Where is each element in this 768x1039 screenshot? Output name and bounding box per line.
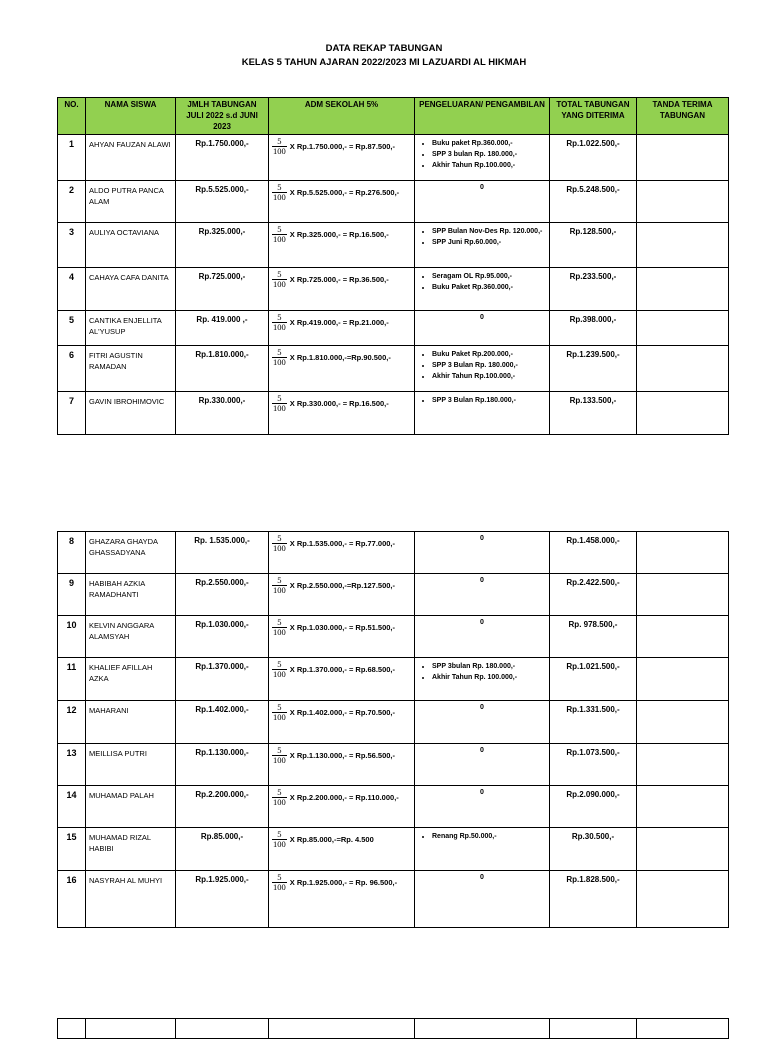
- fraction-5-percent: [272, 348, 287, 367]
- table-row: [58, 658, 729, 701]
- fraction-5-percent: [272, 746, 287, 765]
- row-number: 9: [58, 574, 86, 616]
- table-cell: [415, 1019, 550, 1039]
- fraction-denominator: 100: [273, 669, 286, 679]
- table-row: [58, 532, 729, 574]
- fraction-denominator: 100: [273, 192, 286, 202]
- savings-amount: Rp. 1.535.000,-: [176, 532, 269, 574]
- admin-fee-formula: X Rp.5.525.000,- = Rp.276.500,-: [289, 188, 400, 197]
- table-row: [58, 871, 729, 928]
- fraction-5-percent: [272, 873, 287, 892]
- row-number: 3: [58, 223, 86, 268]
- withdrawal-cell: [415, 786, 550, 828]
- withdrawal-item: • Akhir Tahun Rp.100.000,-: [432, 160, 546, 171]
- signature-cell: [637, 346, 729, 392]
- fraction-numerator: 5: [277, 787, 282, 797]
- table-cell: [58, 1019, 86, 1039]
- admin-fee-formula: X Rp.1.810.000,-=Rp.90.500,-: [289, 353, 391, 362]
- row-number: 8: [58, 532, 86, 574]
- withdrawal-item: • SPP 3 Bulan Rp. 180.000,-: [432, 360, 546, 371]
- total-received: Rp.1.073.500,-: [550, 744, 637, 786]
- savings-amount: Rp.1.130.000,-: [176, 744, 269, 786]
- withdrawal-cell: [415, 744, 550, 786]
- signature-cell: [637, 135, 729, 181]
- signature-cell: [637, 532, 729, 574]
- total-received: Rp.1.828.500,-: [550, 871, 637, 928]
- admin-fee-cell: [269, 268, 415, 311]
- title-line-2: KELAS 5 TAHUN AJARAN 2022/2023 MI LAZUARDI AL HIKMAH: [241, 57, 527, 68]
- row-number: 16: [58, 871, 86, 928]
- admin-fee-cell: [269, 346, 415, 392]
- student-name: FITRI AGUSTIN RAMADAN: [86, 346, 176, 392]
- row-number: 2: [58, 181, 86, 223]
- fraction-5-percent: [272, 788, 287, 807]
- withdrawal-list: [418, 831, 546, 842]
- fraction-5-percent: [272, 534, 287, 553]
- withdrawal-list: [418, 138, 546, 171]
- withdrawal-cell: [415, 574, 550, 616]
- fraction-5-percent: [272, 660, 287, 679]
- fraction-5-percent: [272, 270, 287, 289]
- savings-amount: Rp.330.000,-: [176, 392, 269, 435]
- withdrawal-cell: [415, 311, 550, 346]
- table-body-1: [58, 135, 729, 435]
- withdrawal-none: 0: [480, 314, 484, 321]
- admin-fee-cell: [269, 135, 415, 181]
- document-title: [0, 42, 768, 70]
- table-cell: [269, 1019, 415, 1039]
- row-number: 6: [58, 346, 86, 392]
- student-name: MAHARANI: [86, 701, 176, 744]
- title-line-1: DATA REKAP TABUNGAN: [325, 43, 443, 54]
- withdrawal-list: [418, 395, 546, 406]
- fraction-numerator: 5: [277, 312, 282, 322]
- withdrawal-item: • Buku Paket Rp.360.000,-: [432, 282, 546, 293]
- fraction-numerator: 5: [277, 745, 282, 755]
- withdrawal-none: 0: [480, 747, 484, 754]
- savings-amount: Rp.5.525.000,-: [176, 181, 269, 223]
- signature-cell: [637, 616, 729, 658]
- total-received: Rp.2.090.000,-: [550, 786, 637, 828]
- withdrawal-none: 0: [480, 184, 484, 191]
- header-tanda: TANDA TERIMA TABUNGAN: [637, 98, 729, 135]
- savings-amount: Rp.1.370.000,-: [176, 658, 269, 701]
- withdrawal-item: • Akhir Tahun Rp.100.000,-: [432, 371, 546, 382]
- signature-cell: [637, 574, 729, 616]
- fraction-5-percent: [272, 830, 287, 849]
- table-cell: [637, 1019, 729, 1039]
- fraction-denominator: 100: [273, 146, 286, 156]
- fraction-denominator: 100: [273, 797, 286, 807]
- table-row: [58, 744, 729, 786]
- admin-fee-cell: [269, 744, 415, 786]
- row-number: 5: [58, 311, 86, 346]
- student-name: MUHAMAD RIZAL HABIBI: [86, 828, 176, 871]
- savings-amount: Rp.325.000,-: [176, 223, 269, 268]
- row-number: 14: [58, 786, 86, 828]
- table-row: [58, 701, 729, 744]
- total-received: Rp.128.500,-: [550, 223, 637, 268]
- savings-amount: Rp.85.000,-: [176, 828, 269, 871]
- admin-fee-formula: X Rp.325.000,- = Rp.16.500,-: [289, 230, 389, 239]
- table-cell: [550, 1019, 637, 1039]
- student-name: KHALIEF AFILLAH AZKA: [86, 658, 176, 701]
- admin-fee-cell: [269, 658, 415, 701]
- fraction-denominator: 100: [273, 755, 286, 765]
- admin-fee-cell: [269, 574, 415, 616]
- withdrawal-cell: [415, 181, 550, 223]
- withdrawal-none: 0: [480, 577, 484, 584]
- fraction-denominator: 100: [273, 322, 286, 332]
- total-received: Rp.2.422.500,-: [550, 574, 637, 616]
- table-row: [58, 786, 729, 828]
- withdrawal-list: [418, 661, 546, 683]
- header-nama: NAMA SISWA: [86, 98, 176, 135]
- admin-fee-formula: X Rp.1.130.000,- = Rp.56.500,-: [289, 751, 396, 760]
- withdrawal-item: • SPP Bulan Nov-Des Rp. 120.000,-: [432, 226, 546, 237]
- student-name: CANTIKA ENJELLITA AL'YUSUP: [86, 311, 176, 346]
- admin-fee-formula: X Rp.1.030.000,- = Rp.51.500,-: [289, 623, 396, 632]
- fraction-numerator: 5: [277, 269, 282, 279]
- table-row: [58, 616, 729, 658]
- fraction-5-percent: [272, 183, 287, 202]
- fraction-numerator: 5: [277, 182, 282, 192]
- fraction-denominator: 100: [273, 403, 286, 413]
- row-number: 12: [58, 701, 86, 744]
- withdrawal-cell: [415, 828, 550, 871]
- table-row: [58, 311, 729, 346]
- student-name: MEILLISA PUTRI: [86, 744, 176, 786]
- admin-fee-formula: X Rp.1.925.000,- = Rp. 96.500,-: [289, 878, 398, 887]
- table-cell: [176, 1019, 269, 1039]
- fraction-5-percent: [272, 137, 287, 156]
- fraction-numerator: 5: [277, 224, 282, 234]
- admin-fee-formula: X Rp.1.370.000,- = Rp.68.500,-: [289, 665, 396, 674]
- admin-fee-formula: X Rp.85.000,-=Rp. 4.500: [289, 835, 374, 844]
- signature-cell: [637, 786, 729, 828]
- withdrawal-item: • Seragam OL Rp.95.000,-: [432, 271, 546, 282]
- student-name: GAVIN IBROHIMOVIC: [86, 392, 176, 435]
- fraction-numerator: 5: [277, 829, 282, 839]
- header-no: NO.: [58, 98, 86, 135]
- savings-amount: Rp.1.402.000,-: [176, 701, 269, 744]
- fraction-numerator: 5: [277, 533, 282, 543]
- total-received: Rp.1.331.500,-: [550, 701, 637, 744]
- total-received: Rp.398.000,-: [550, 311, 637, 346]
- admin-fee-cell: [269, 311, 415, 346]
- total-received: Rp.1.239.500,-: [550, 346, 637, 392]
- total-received: Rp.5.248.500,-: [550, 181, 637, 223]
- signature-cell: [637, 392, 729, 435]
- admin-fee-cell: [269, 223, 415, 268]
- fraction-denominator: 100: [273, 234, 286, 244]
- student-name: GHAZARA GHAYDA GHASSADYANA: [86, 532, 176, 574]
- total-received: Rp.133.500,-: [550, 392, 637, 435]
- withdrawal-cell: [415, 701, 550, 744]
- fraction-numerator: 5: [277, 617, 282, 627]
- savings-amount: Rp.2.200.000,-: [176, 786, 269, 828]
- signature-cell: [637, 311, 729, 346]
- withdrawal-list: [418, 226, 546, 248]
- admin-fee-formula: X Rp.725.000,- = Rp.36.500,-: [289, 275, 389, 284]
- fraction-5-percent: [272, 225, 287, 244]
- withdrawal-list: [418, 349, 546, 382]
- admin-fee-cell: [269, 392, 415, 435]
- table-row: [58, 574, 729, 616]
- savings-amount: Rp. 419.000 ,-: [176, 311, 269, 346]
- table-row: [58, 181, 729, 223]
- withdrawal-cell: [415, 346, 550, 392]
- table-cell: [86, 1019, 176, 1039]
- fraction-5-percent: [272, 618, 287, 637]
- savings-table-page-3: [57, 1018, 729, 1039]
- total-received: Rp.1.022.500,-: [550, 135, 637, 181]
- signature-cell: [637, 223, 729, 268]
- table-row: [58, 392, 729, 435]
- student-name: NASYRAH AL MUHYI: [86, 871, 176, 928]
- signature-cell: [637, 871, 729, 928]
- savings-amount: Rp.725.000,-: [176, 268, 269, 311]
- row-number: 13: [58, 744, 86, 786]
- withdrawal-cell: [415, 268, 550, 311]
- withdrawal-none: 0: [480, 535, 484, 542]
- admin-fee-cell: [269, 181, 415, 223]
- table-row: [58, 346, 729, 392]
- admin-fee-cell: [269, 616, 415, 658]
- withdrawal-none: 0: [480, 789, 484, 796]
- row-number: 1: [58, 135, 86, 181]
- table-row: [58, 828, 729, 871]
- fraction-5-percent: [272, 313, 287, 332]
- fraction-numerator: 5: [277, 347, 282, 357]
- withdrawal-item: • Buku Paket Rp.200.000,-: [432, 349, 546, 360]
- fraction-denominator: 100: [273, 882, 286, 892]
- withdrawal-item: • Renang Rp.50.000,-: [432, 831, 546, 842]
- row-number: 4: [58, 268, 86, 311]
- total-received: Rp.1.021.500,-: [550, 658, 637, 701]
- signature-cell: [637, 268, 729, 311]
- student-name: HABIBAH AZKIA RAMADHANTI: [86, 574, 176, 616]
- withdrawal-item: • SPP 3bulan Rp. 180.000,-: [432, 661, 546, 672]
- table-row: [58, 223, 729, 268]
- student-name: ALDO PUTRA PANCA ALAM: [86, 181, 176, 223]
- withdrawal-cell: [415, 223, 550, 268]
- fraction-5-percent: [272, 703, 287, 722]
- fraction-5-percent: [272, 394, 287, 413]
- fraction-denominator: 100: [273, 585, 286, 595]
- admin-fee-cell: [269, 828, 415, 871]
- fraction-denominator: 100: [273, 279, 286, 289]
- header-pengeluaran: PENGELUARAN/ PENGAMBILAN: [415, 98, 550, 135]
- row-number: 15: [58, 828, 86, 871]
- withdrawal-item: • Buku paket Rp.360.000,-: [432, 138, 546, 149]
- total-received: Rp.233.500,-: [550, 268, 637, 311]
- admin-fee-cell: [269, 871, 415, 928]
- withdrawal-cell: [415, 135, 550, 181]
- withdrawal-none: 0: [480, 619, 484, 626]
- admin-fee-formula: X Rp.1.535.000,- = Rp.77.000,-: [289, 539, 396, 548]
- signature-cell: [637, 744, 729, 786]
- admin-fee-cell: [269, 701, 415, 744]
- signature-cell: [637, 658, 729, 701]
- withdrawal-none: 0: [480, 704, 484, 711]
- savings-amount: Rp.1.750.000,-: [176, 135, 269, 181]
- fraction-numerator: 5: [277, 702, 282, 712]
- student-name: KELVIN ANGGARA ALAMSYAH: [86, 616, 176, 658]
- table-row: [58, 135, 729, 181]
- total-received: Rp. 978.500,-: [550, 616, 637, 658]
- row-number: 10: [58, 616, 86, 658]
- savings-amount: Rp.1.810.000,-: [176, 346, 269, 392]
- savings-amount: Rp.2.550.000,-: [176, 574, 269, 616]
- savings-table-page-2: [57, 531, 729, 928]
- fraction-denominator: 100: [273, 627, 286, 637]
- table-body-2: [58, 532, 729, 928]
- table-row: [58, 268, 729, 311]
- withdrawal-cell: [415, 871, 550, 928]
- withdrawal-item: • Akhir Tahun Rp. 100.000,-: [432, 672, 546, 683]
- fraction-denominator: 100: [273, 839, 286, 849]
- savings-amount: Rp.1.925.000,-: [176, 871, 269, 928]
- admin-fee-cell: [269, 532, 415, 574]
- student-name: AULIYA OCTAVIANA: [86, 223, 176, 268]
- student-name: AHYAN FAUZAN ALAWI: [86, 135, 176, 181]
- signature-cell: [637, 828, 729, 871]
- fraction-numerator: 5: [277, 136, 282, 146]
- withdrawal-item: • SPP 3 Bulan Rp.180.000,-: [432, 395, 546, 406]
- withdrawal-cell: [415, 392, 550, 435]
- withdrawal-cell: [415, 658, 550, 701]
- admin-fee-formula: X Rp.330.000,- = Rp.16.500,-: [289, 399, 389, 408]
- savings-table-page-1: [57, 97, 729, 435]
- fraction-5-percent: [272, 576, 287, 595]
- withdrawal-cell: [415, 532, 550, 574]
- total-received: Rp.30.500,-: [550, 828, 637, 871]
- row-number: 11: [58, 658, 86, 701]
- row-number: 7: [58, 392, 86, 435]
- admin-fee-formula: X Rp.1.750.000,- = Rp.87.500,-: [289, 142, 396, 151]
- withdrawal-item: • SPP 3 bulan Rp. 180.000,-: [432, 149, 546, 160]
- withdrawal-list: [418, 271, 546, 293]
- withdrawal-none: 0: [480, 874, 484, 881]
- student-name: CAHAYA CAFA DANITA: [86, 268, 176, 311]
- signature-cell: [637, 181, 729, 223]
- withdrawal-cell: [415, 616, 550, 658]
- header-jumlah: JMLH TABUNGAN JULI 2022 s.d JUNI 2023: [176, 98, 269, 135]
- fraction-numerator: 5: [277, 872, 282, 882]
- fraction-numerator: 5: [277, 575, 282, 585]
- fraction-numerator: 5: [277, 659, 282, 669]
- fraction-numerator: 5: [277, 393, 282, 403]
- fraction-denominator: 100: [273, 543, 286, 553]
- withdrawal-item: • SPP Juni Rp.60.000,-: [432, 237, 546, 248]
- fraction-denominator: 100: [273, 712, 286, 722]
- admin-fee-formula: X Rp.2.550.000,-=Rp.127.500,-: [289, 581, 396, 590]
- header-total: TOTAL TABUNGAN YANG DITERIMA: [550, 98, 637, 135]
- signature-cell: [637, 701, 729, 744]
- student-name: MUHAMAD PALAH: [86, 786, 176, 828]
- savings-amount: Rp.1.030.000,-: [176, 616, 269, 658]
- admin-fee-formula: X Rp.2.200.000,- = Rp.110.000,-: [289, 793, 399, 802]
- admin-fee-formula: X Rp.1.402.000,- = Rp.70.500,-: [289, 708, 396, 717]
- total-received: Rp.1.458.000,-: [550, 532, 637, 574]
- header-adm: ADM SEKOLAH 5%: [269, 98, 415, 135]
- fraction-denominator: 100: [273, 357, 286, 367]
- admin-fee-formula: X Rp.419.000,- = Rp.21.000,-: [289, 318, 389, 327]
- admin-fee-cell: [269, 786, 415, 828]
